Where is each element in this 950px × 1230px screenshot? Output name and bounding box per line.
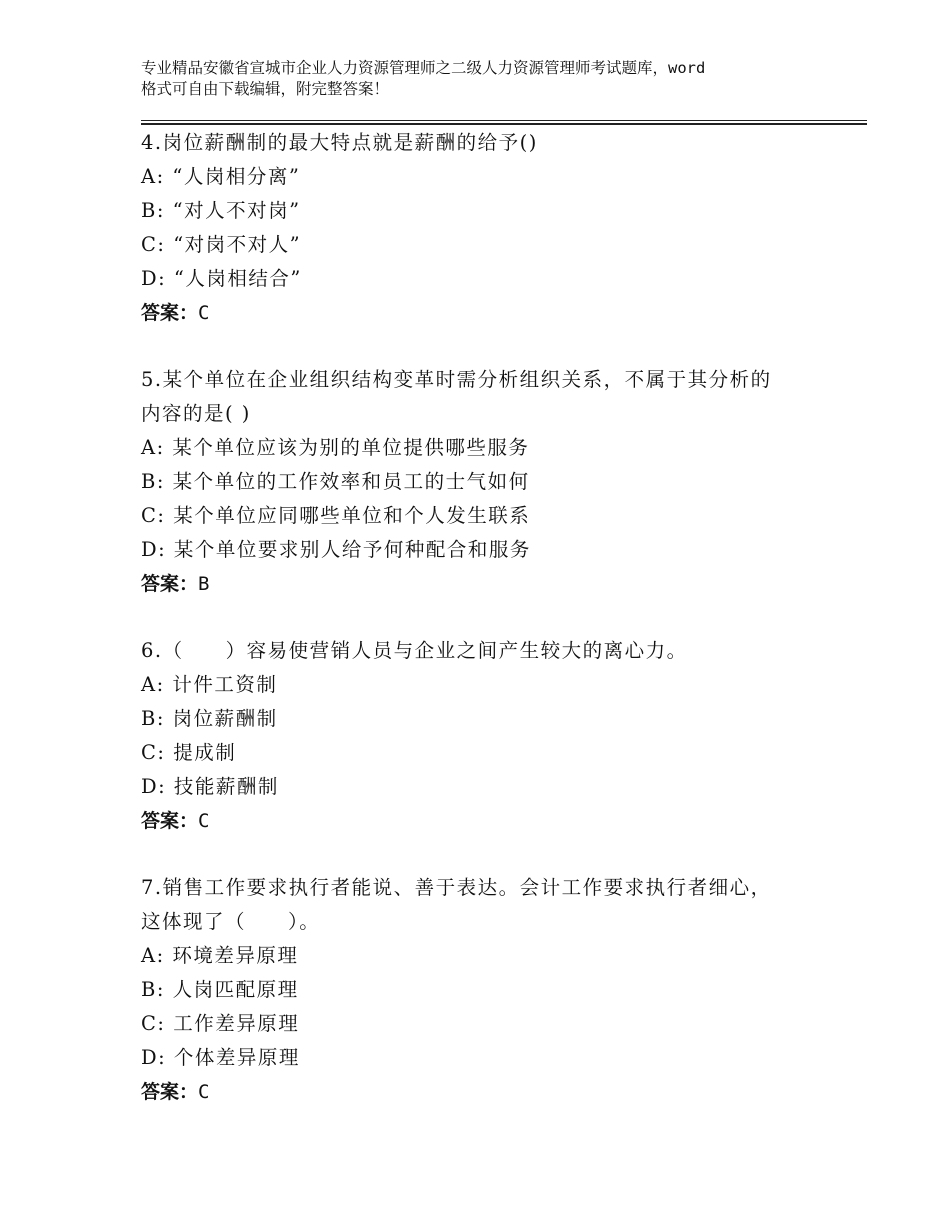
option-c: C: 提成制 [141, 741, 237, 764]
answer-label: 答案： [141, 573, 199, 595]
option-d: D: “人岗相结合” [141, 267, 302, 290]
answer-value: B [198, 573, 210, 595]
question-item [141, 871, 841, 1109]
answer-line [141, 1075, 841, 1109]
option-a: A: 某个单位应该为别的单位提供哪些服务 [141, 436, 530, 459]
question-list [141, 126, 841, 1142]
option-c: C: 某个单位应同哪些单位和个人发生联系 [141, 504, 531, 527]
header-divider [141, 120, 867, 121]
question-text: 5.某个单位在企业组织结构变革时需分析组织关系，不属于其分析的 [141, 368, 772, 391]
option-a: A: 计件工资制 [141, 673, 278, 696]
question-item [141, 126, 841, 330]
option-b: B: “对人不对岗” [141, 199, 301, 222]
option-b: B: 岗位薪酬制 [141, 707, 278, 730]
header-divider-thick [141, 123, 867, 125]
answer-line [141, 296, 841, 330]
answer-value: C [198, 302, 210, 324]
answer-line [141, 804, 841, 838]
option-c: C: “对岗不对人” [141, 233, 302, 256]
question-text: 4.岗位薪酬制的最大特点就是薪酬的给予() [141, 131, 538, 154]
question-item [141, 363, 841, 601]
answer-value: C [198, 1081, 210, 1103]
option-a: A: “人岗相分离” [141, 165, 301, 188]
header-line-2: 格式可自由下载编辑，附完整答案！ [141, 80, 390, 98]
option-d: D: 个体差异原理 [141, 1046, 300, 1069]
answer-label: 答案： [141, 1081, 199, 1103]
document-header [141, 58, 821, 100]
question-item [141, 634, 841, 838]
question-text-continued: 内容的是( ) [141, 402, 251, 425]
option-d: D: 技能薪酬制 [141, 775, 279, 798]
answer-value: C [198, 810, 210, 832]
option-b: B: 人岗匹配原理 [141, 978, 299, 1001]
question-text: 7.销售工作要求执行者能说、善于表达。会计工作要求执行者细心， [141, 876, 772, 899]
option-b: B: 某个单位的工作效率和员工的士气如何 [141, 470, 530, 493]
answer-label: 答案： [141, 302, 199, 324]
option-d: D: 某个单位要求别人给予何种配合和服务 [141, 538, 531, 561]
answer-line [141, 567, 841, 601]
question-text: 6.（ ）容易使营销人员与企业之间产生较大的离心力。 [141, 639, 688, 662]
header-line-1: 专业精品安徽省宣城市企业人力资源管理师之二级人力资源管理师考试题库，word [141, 59, 706, 77]
answer-label: 答案： [141, 810, 199, 832]
option-c: C: 工作差异原理 [141, 1012, 300, 1035]
option-a: A: 环境差异原理 [141, 944, 299, 967]
question-text-continued: 这体现了（ ）。 [141, 910, 321, 933]
